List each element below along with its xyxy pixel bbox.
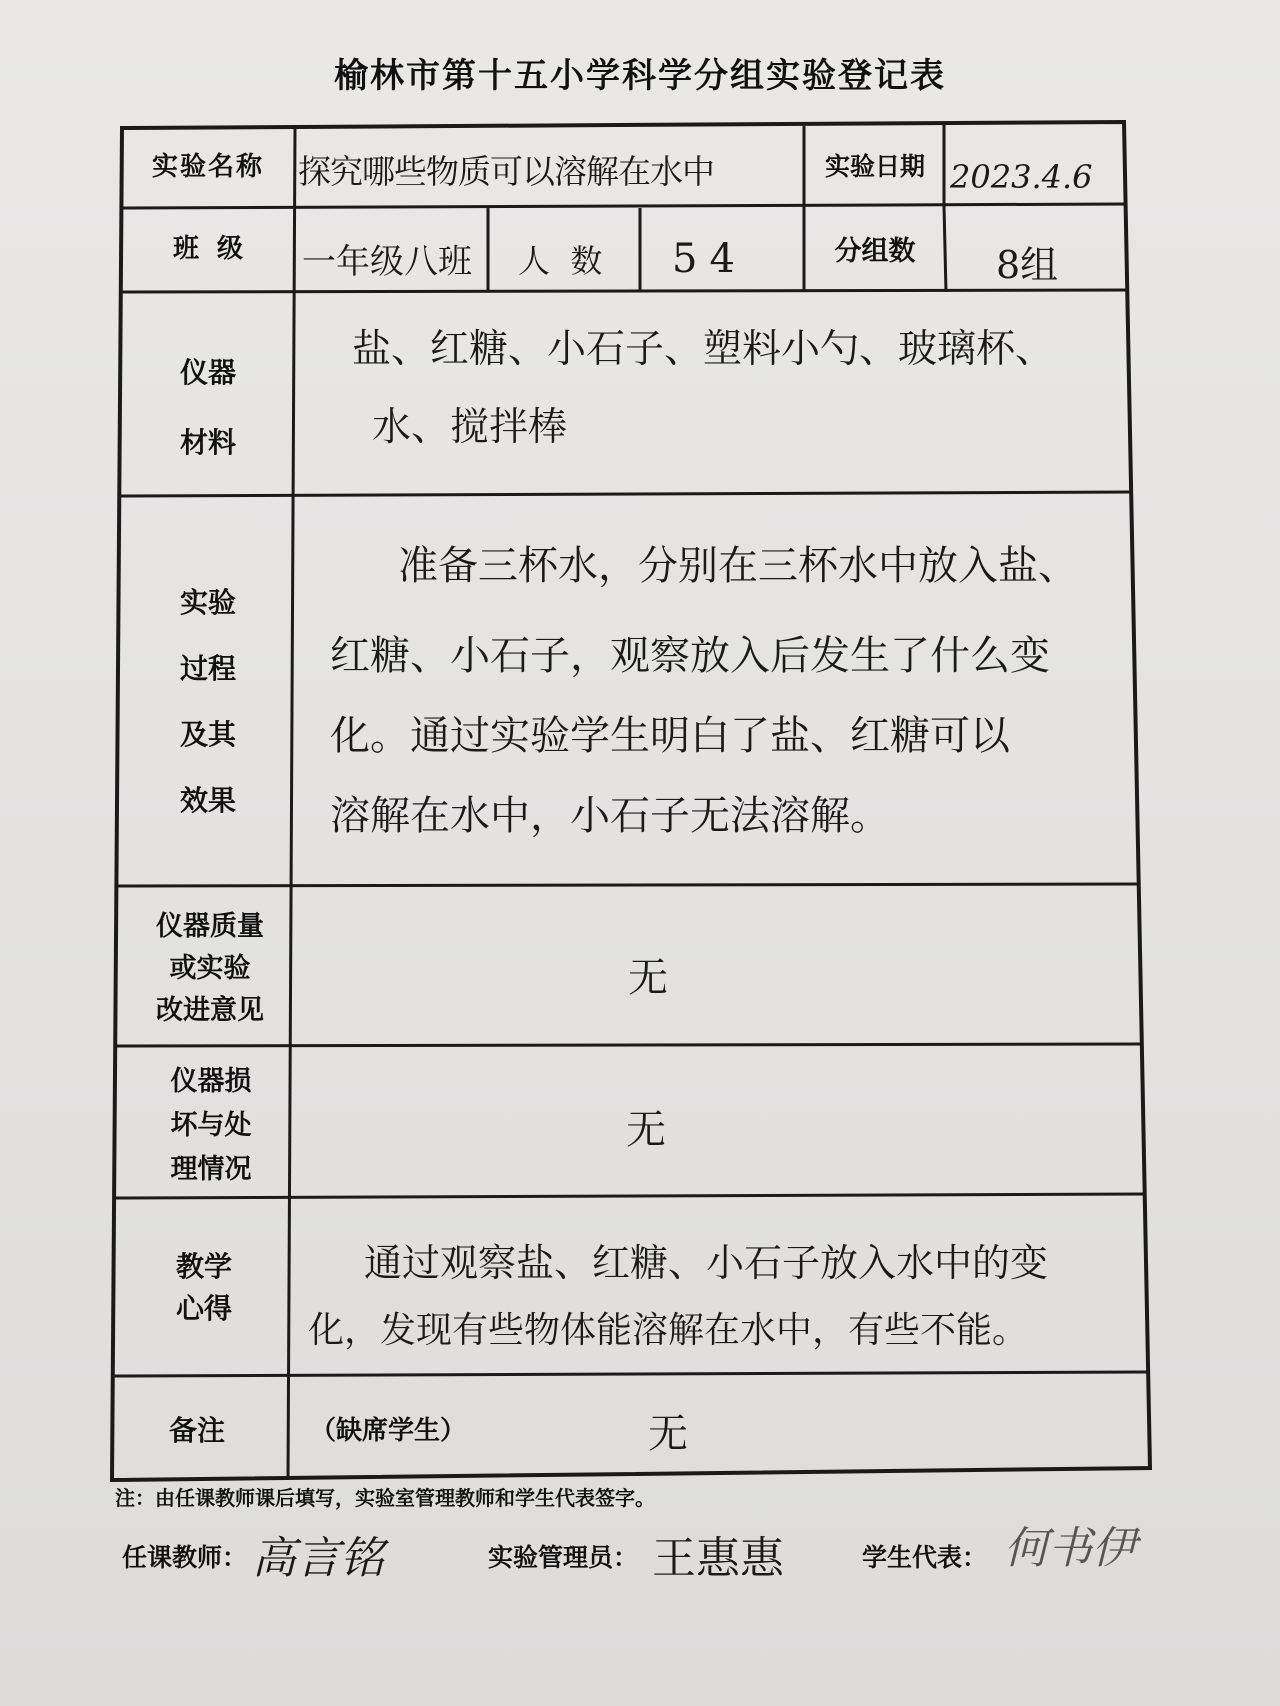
footnote: 注：由任课教师课后填写，实验室管理教师和学生代表签字。	[115, 1486, 655, 1510]
quality-label-line2: 或实验	[169, 953, 251, 984]
equipment-label-line2: 材料	[179, 426, 236, 459]
student-signature-label: 学生代表：	[862, 1543, 988, 1572]
class-value: 一年级八班	[302, 242, 472, 282]
experiment-date-label: 实验日期	[824, 152, 925, 181]
damage-label-line2: 坏与处	[170, 1110, 252, 1141]
process-label	[138, 570, 278, 834]
process-line1: 准备三杯水，分别在三杯水中放入盐、	[398, 543, 1078, 589]
reflection-label-line2: 心得	[175, 1292, 232, 1325]
reflection-line2: 化，发现有些物体能溶解在水中，有些不能。	[308, 1310, 1029, 1351]
equipment-label	[138, 338, 278, 478]
form-title: 榆林市第十五小学科学分组实验登记表	[334, 56, 946, 96]
process-label-line3: 及其	[179, 718, 236, 751]
equipment-label-line1: 仪器	[179, 356, 236, 389]
process-line3: 化。通过实验学生明白了盐、红糖可以	[330, 713, 1010, 759]
process-label-line4: 效果	[179, 784, 236, 817]
equipment-line1: 盐、红糖、小石子、塑料小勺、玻璃杯、	[352, 327, 1055, 372]
admin-signature-label: 实验管理员：	[488, 1543, 639, 1572]
group-count-label: 分组数	[834, 236, 916, 267]
admin-signature: 王惠惠	[652, 1533, 784, 1584]
process-label-line2: 过程	[179, 652, 236, 685]
teacher-signature: 高言铭	[252, 1533, 384, 1584]
quality-value: 无	[628, 955, 668, 1001]
damage-value: 无	[626, 1107, 666, 1153]
equipment-line2: 水、搅拌棒	[372, 405, 568, 450]
damage-label-line3: 理情况	[170, 1154, 252, 1185]
process-line2: 红糖、小石子，观察放入后发生了什么变	[330, 633, 1050, 679]
quality-label-line3: 改进意见	[156, 995, 264, 1026]
quality-label	[130, 906, 290, 1032]
experiment-name-value: 探究哪些物质可以溶解在水中	[298, 152, 714, 191]
damage-label-line1: 仪器损	[170, 1066, 252, 1097]
experiment-name-label: 实验名称	[151, 152, 264, 182]
process-line4: 溶解在水中，小石子无法溶解。	[330, 793, 890, 839]
experiment-date-value: 2023.4.6	[950, 158, 1093, 196]
group-count-value: 8组	[996, 243, 1059, 287]
remarks-label: 备注	[168, 1414, 225, 1447]
reflection-line1: 通过观察盐、红糖、小石子放入水中的变	[364, 1241, 1049, 1285]
process-label-line1: 实验	[179, 586, 236, 619]
reflection-label-line1: 教学	[175, 1250, 232, 1283]
remarks-sub-label: （缺席学生）	[310, 1416, 467, 1446]
remarks-value: 无	[648, 1411, 688, 1457]
reflection-label	[134, 1246, 274, 1330]
student-count-value: 54	[672, 236, 747, 282]
quality-label-line1: 仪器质量	[156, 911, 264, 942]
student-signature: 何书伊	[1004, 1523, 1136, 1574]
student-count-label: 人 数	[518, 242, 603, 280]
damage-label	[136, 1060, 286, 1192]
class-label: 班 级	[172, 234, 244, 264]
teacher-signature-label: 任课教师：	[122, 1543, 248, 1572]
